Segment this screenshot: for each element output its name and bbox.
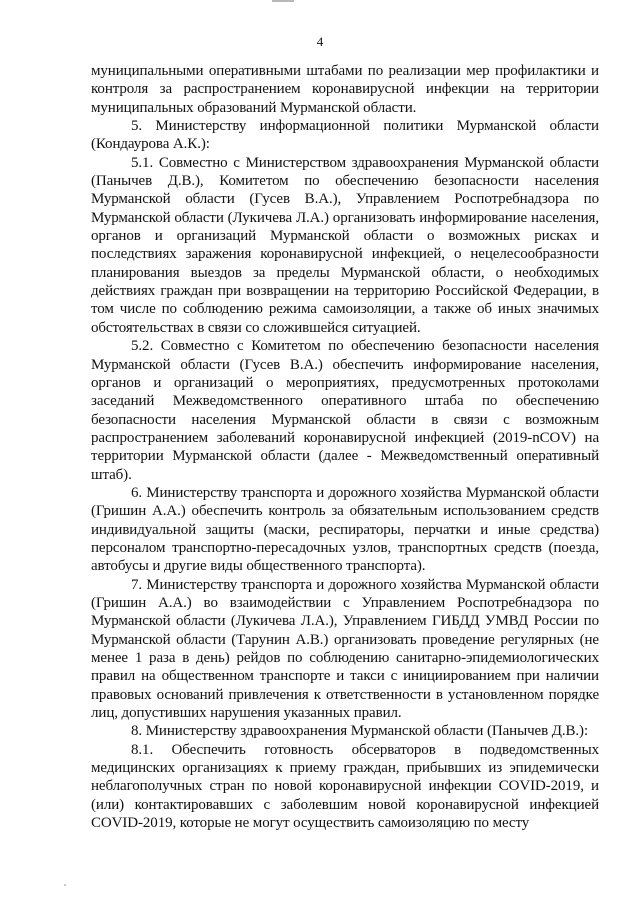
paragraph-item-6: 6. Министерству транспорта и дорожного хозяйства Мурманской области (Гришин А.А.) обеспечить контроль за обязательным использованием средств индивидуальной защиты (маски, респираторы, перчатки и иные средства) персоналом транспортно-пересадочных узлов, транспортных средств (поезда, автобусы и другие виды общественного транспорта). [91,484,599,575]
paragraph-item-7: 7. Министерству транспорта и дорожного хозяйства Мурманской области (Гришин А.А.) во взаимодействии с Управлением Роспотребнадзора по Мурманской области (Лукичева Л.А.), Управлением ГИБДД УМВД России по Мурманской области (Тарунин А.В.) организовать проведение регулярных (не менее 1 раза в день) рейдов по соблюдению санитарно-эпидемиологических правил на общественном транспорте и такси с инициированием при наличии правовых оснований привлечения к ответственности в установленном порядке лиц, допустивших нарушения указанных правил. [91,576,599,722]
paragraph-item-5-2: 5.2. Совместно с Комитетом по обеспечению безопасности населения Мурманской области (Гусев В.А.) обеспечить информирование населения, органов и организаций о мероприятиях, предусмотренных протоколами заседаний Межведомственного оперативного штаба по обеспечению безопасности населения Мурманской области в связи с возможным распространением заболеваний коронавирусной инфекцией (2019-nCOV) на территории Мурманской области (далее - Межведомственный оперативный штаб). [91,338,599,483]
paragraph-item-5: 5. Министерству информационной политики Мурманской области (Кондаурова А.К.): [91,118,599,153]
paragraph-item-8-1: 8.1. Обеспечить готовность обсерваторов в подведомственных медицинских организациях к приему граждан, прибывших из эпидемически неблагополучных стран по новой коронавирусной инфекции COVID-2019, и (или) контактировавших с заболевшим новой коронавирусной инфекцией COVID-2019, которые не могут осуществить самоизоляцию по месту [91,741,599,832]
paragraph-item-5-1: 5.1. Совместно с Министерством здравоохранения Мурманской области (Панычев Д.В.), Комитетом по обеспечению безопасности населения Мурманской области (Гусев В.А.), Управлением Роспотребнадзора по Мурманской области (Лукичева Л.А.) организовать информирование населения, органов и организаций Мурманской области о возможных рисках и последствиях заражения коронавирусной инфекцией, о нецелесообразности планирования выездов за пределы Мурманской области, о необходимых действиях граждан при возвращении на территорию Российской Федерации, в том числе по соблюдению режима самоизоляции, а также об иных значимых обстоятельствах в связи со сложившейся ситуацией. [91,154,599,336]
top-scan-mark [272,0,294,2]
document-body [91,62,599,832]
page-number: 4 [316,34,324,49]
scan-dot [64,884,66,886]
paragraph-item-8: 8. Министерству здравоохранения Мурманской области (Панычев Д.В.): [131,723,589,740]
paragraph-continuation: муниципальными оперативными штабами по реализации мер профилактики и контроля за распространением коронавирусной инфекции на территории муниципальных образований Мурманской области. [91,63,599,116]
